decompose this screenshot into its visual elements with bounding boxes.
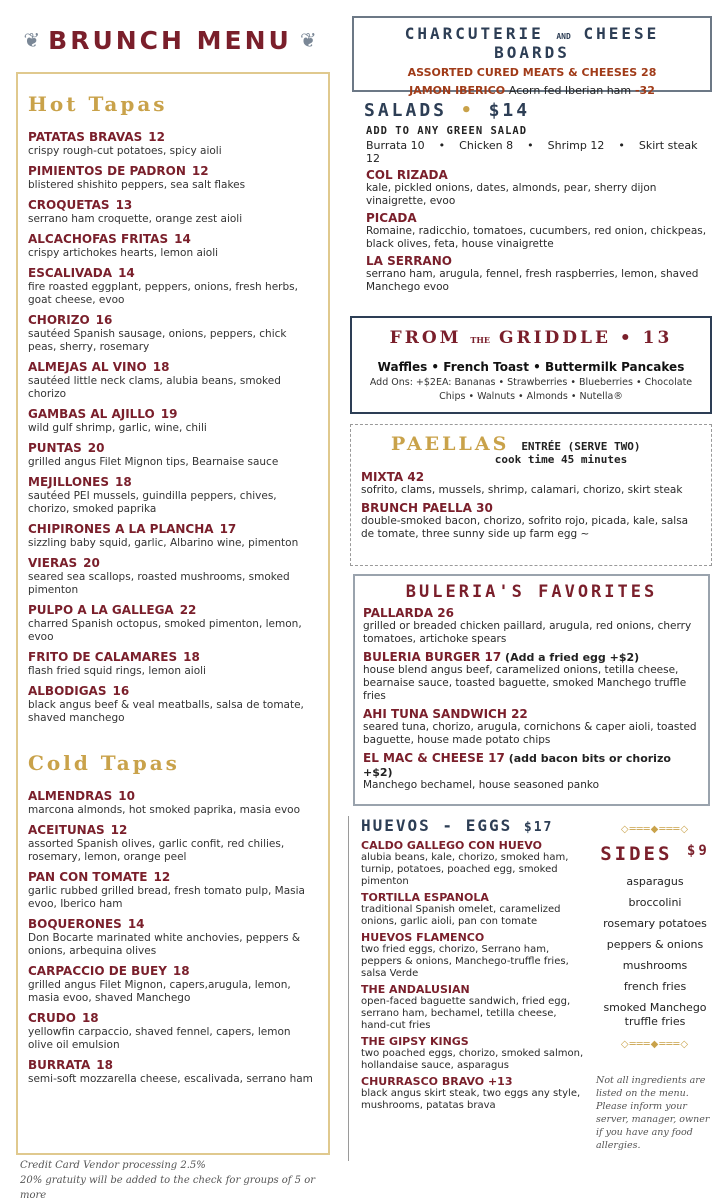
item-price: 20 xyxy=(87,441,105,455)
item-price: 18 xyxy=(115,475,132,489)
flourish-left-icon: ❦ xyxy=(23,28,41,52)
item-title: PAN CON TOMATE xyxy=(28,870,148,884)
salad-addon: Burrata 10 xyxy=(366,139,425,152)
item-price: 10 xyxy=(118,789,135,803)
ornament-rule-icon: ◇═══◆═══◇ xyxy=(620,824,690,835)
favorites-panel xyxy=(353,574,710,806)
item-name xyxy=(28,823,318,838)
item-desc: grilled angus Filet Mignon tips, Bearnaise sauce xyxy=(28,456,279,468)
salads-addons xyxy=(352,139,712,165)
item-name xyxy=(28,313,318,328)
huevos-item xyxy=(361,1035,584,1072)
cold-tapas-list xyxy=(28,789,318,1086)
menu-item xyxy=(28,1011,318,1052)
item-title: ESCALIVADA xyxy=(28,266,113,280)
item-name xyxy=(28,650,318,665)
item-price: 12 xyxy=(153,870,171,884)
item-title: GAMBAS AL AJILLO xyxy=(28,407,155,421)
salad-addon: Shrimp 12 xyxy=(547,139,605,152)
item-price: 18 xyxy=(172,964,190,978)
huevos-item xyxy=(361,983,584,1032)
favorites-list xyxy=(363,606,700,792)
salads-list xyxy=(352,168,712,294)
item-desc: grilled angus Filet Mignon, capers,arugula, lemon, masia evoo, shaved Manchego xyxy=(28,979,291,1004)
menu-item xyxy=(28,313,318,354)
charcuterie-title xyxy=(362,24,702,62)
menu-item xyxy=(28,917,318,958)
charcuterie-assorted: ASSORTED CURED MEATS & CHEESES 28 xyxy=(407,66,657,79)
menu-item xyxy=(28,823,318,864)
griddle-panel xyxy=(350,316,712,414)
huevos-title xyxy=(361,816,584,835)
item-name xyxy=(28,556,318,571)
item-title: CHORIZO xyxy=(28,313,90,327)
item-name xyxy=(28,198,318,213)
item-title: CROQUETAS xyxy=(28,198,110,212)
item-name xyxy=(28,232,318,247)
salads-addon-title: ADD TO ANY GREEN SALAD xyxy=(366,125,528,137)
menu-item xyxy=(28,556,318,597)
paellas-header xyxy=(361,433,701,455)
huevos-name xyxy=(361,891,584,904)
huevos-name xyxy=(361,1035,584,1048)
sides-price: $9 xyxy=(686,843,710,859)
paellas-list xyxy=(361,470,701,541)
paella-item xyxy=(361,470,701,497)
item-desc: semi-soft mozzarella cheese, escalivada, serrano ham xyxy=(28,1073,313,1085)
item-price: 14 xyxy=(127,917,145,931)
griddle-title-from: FROM xyxy=(389,328,462,348)
item-desc: marcona almonds, hot smoked paprika, masia evoo xyxy=(28,804,301,816)
item-desc: black angus beef & veal meatballs, salsa de tomate, shaved manchego xyxy=(28,699,304,724)
footnote-card-fee: Credit Card Vendor processing 2.5% xyxy=(20,1160,206,1171)
item-desc: sautéed Spanish sausage, onions, peppers, chick peas, sherry, rosemary xyxy=(28,328,287,353)
item-title: CHIPIRONES A LA PLANCHA xyxy=(28,522,214,536)
hot-tapas-title: Hot Tapas xyxy=(28,92,168,116)
item-price: 22 xyxy=(179,603,197,617)
item-desc: wild gulf shrimp, garlic, wine, chili xyxy=(28,422,207,434)
huevos-desc: black angus skirt steak, two eggs any style, mushrooms, patatas brava xyxy=(361,1088,581,1111)
huevos-name xyxy=(361,931,584,944)
favorite-note: (Add a fried egg +$2) xyxy=(501,651,640,664)
salads-title-text: SALADS xyxy=(364,100,448,121)
menu-item xyxy=(28,164,318,192)
huevos-desc: open-faced baguette sandwich, fried egg, serrano ham, bechamel, tetilla cheese, hand-cut fries xyxy=(361,996,571,1031)
salads-title xyxy=(352,100,712,121)
huevos-item xyxy=(361,891,584,928)
salad-name: PICADA xyxy=(366,211,417,225)
favorite-price: 26 xyxy=(433,606,454,620)
item-name xyxy=(28,360,318,375)
item-name xyxy=(28,130,318,145)
item-price: 14 xyxy=(118,266,135,280)
salad-name: COL RIZADA xyxy=(366,168,448,182)
huevos-item-title: TORTILLA ESPANOLA xyxy=(361,891,489,904)
favorite-title: AHI TUNA SANDWICH xyxy=(363,707,507,721)
huevos-item-title: THE ANDALUSIAN xyxy=(361,983,470,996)
charcuterie-jamon xyxy=(362,84,702,98)
favorite-name xyxy=(363,650,700,664)
salad-desc: Romaine, radicchio, tomatoes, cucumbers, red onion, chickpeas, black olives, feta, house vinaigrette xyxy=(366,225,707,250)
item-desc: serrano ham croquette, orange zest aioli xyxy=(28,213,243,225)
item-price: 18 xyxy=(81,1011,99,1025)
tapas-panel xyxy=(16,72,330,1155)
item-name xyxy=(28,1011,318,1026)
item-price: 12 xyxy=(191,164,209,178)
salad-addon: Chicken 8 xyxy=(459,139,514,152)
menu-item xyxy=(28,522,318,550)
favorite-title: EL MAC & CHEESE xyxy=(363,751,484,765)
favorite-price: 17 xyxy=(480,650,502,664)
side-item: rosemary potatoes xyxy=(603,917,707,930)
dot-separator-icon: • xyxy=(460,100,475,121)
salad-desc: kale, pickled onions, dates, almonds, pear, sherry dijon vinaigrette, evoo xyxy=(366,182,657,207)
item-price: 13 xyxy=(115,198,133,212)
salad-addon: Skirt steak 12 xyxy=(366,139,698,165)
item-price: 18 xyxy=(152,360,170,374)
item-desc: crispy artichokes hearts, lemon aioli xyxy=(28,247,219,259)
item-desc: garlic rubbed grilled bread, fresh tomato pulp, Masia evoo, Iberico ham xyxy=(28,885,305,910)
menu-item xyxy=(28,232,318,260)
item-title: PULPO A LA GALLEGA xyxy=(28,603,174,617)
item-title: ALCACHOFAS FRITAS xyxy=(28,232,169,246)
item-name xyxy=(28,522,318,537)
griddle-title-the: THE xyxy=(470,335,491,345)
menu-item xyxy=(28,266,318,307)
griddle-addons: Add Ons: +$2EA: Bananas • Strawberries • Blueberries • Chocolate Chips • Walnuts • Almonds • Nutella® xyxy=(369,377,693,402)
huevos-section xyxy=(348,816,584,1161)
item-price: 16 xyxy=(112,684,130,698)
sides-title xyxy=(598,843,712,865)
item-name xyxy=(28,684,318,699)
paellas-title: PAELLAS xyxy=(391,433,510,455)
menu-item xyxy=(28,1058,318,1086)
menu-item xyxy=(28,964,318,1005)
item-desc: fire roasted eggplant, peppers, onions, fresh herbs, goat cheese, evoo xyxy=(28,281,298,306)
item-desc: crispy rough-cut potatoes, spicy aioli xyxy=(28,145,222,157)
bullet-icon: • xyxy=(618,139,625,152)
side-item: smoked Manchego truffle fries xyxy=(603,1001,707,1028)
salads-section xyxy=(352,100,712,294)
menu-item xyxy=(28,603,318,644)
item-name xyxy=(28,964,318,979)
favorite-price: 17 xyxy=(483,751,505,765)
item-price: 19 xyxy=(160,407,178,421)
allergy-notice: Not all ingredients are listed on the menu. Please inform your server, manager, owner if you have any food allergies. xyxy=(596,1075,710,1151)
huevos-item-price: +13 xyxy=(484,1075,513,1088)
favorite-item xyxy=(363,751,700,792)
salad-item xyxy=(352,211,712,251)
item-desc: blistered shishito peppers, sea salt flakes xyxy=(28,179,246,191)
huevos-item xyxy=(361,1075,584,1112)
charcuterie-title-part2: CHEESE BOARDS xyxy=(494,24,660,62)
jamon-name: JAMON IBERICO xyxy=(409,84,506,97)
item-title: ALBODIGAS xyxy=(28,684,107,698)
paella-price: 30 xyxy=(471,501,493,515)
item-title: CRUDO xyxy=(28,1011,76,1025)
item-price: 16 xyxy=(95,313,113,327)
item-title: ALMENDRAS xyxy=(28,789,113,803)
favorite-item xyxy=(363,707,700,747)
griddle-title xyxy=(352,328,710,348)
item-price: 20 xyxy=(83,556,100,570)
side-item: mushrooms xyxy=(622,959,688,972)
huevos-name xyxy=(361,983,584,996)
paella-name xyxy=(361,470,701,484)
salads-price: $14 xyxy=(488,100,531,121)
favorite-note: (add bacon bits or chorizo +$2) xyxy=(363,752,671,779)
griddle-items: Waffles • French Toast • Buttermilk Pancakes xyxy=(377,360,685,374)
menu-item xyxy=(28,475,318,516)
favorite-title: BULERIA BURGER xyxy=(363,650,481,664)
favorite-desc: seared tuna, chorizo, arugula, cornichons & caper aioli, toasted baguette, house made potato chips xyxy=(363,721,697,746)
charcuterie-title-and: AND xyxy=(556,32,571,41)
flourish-right-icon: ❦ xyxy=(299,28,317,52)
menu-item xyxy=(28,130,318,158)
item-desc: assorted Spanish olives, garlic confit, red chilies, rosemary, lemon, orange peel xyxy=(28,838,285,863)
huevos-desc: alubia beans, kale, chorizo, smoked ham, turnip, potatoes, poached egg, smoked pimenton xyxy=(361,852,569,887)
favorite-name xyxy=(363,751,700,779)
paella-title: MIXTA xyxy=(361,470,404,484)
favorite-desc: Manchego bechamel, house seasoned panko xyxy=(363,779,599,791)
huevos-item xyxy=(361,931,584,980)
charcuterie-panel xyxy=(352,16,712,97)
favorite-item xyxy=(363,606,700,646)
item-name xyxy=(28,603,318,618)
side-item: broccolini xyxy=(628,896,682,909)
side-item: asparagus xyxy=(626,875,684,888)
item-name xyxy=(28,164,318,179)
menu-item xyxy=(28,870,318,911)
item-name xyxy=(28,917,318,932)
huevos-item-title: THE GIPSY KINGS xyxy=(361,1035,469,1048)
paella-title: BRUNCH PAELLA xyxy=(361,501,472,515)
favorite-price: 22 xyxy=(506,707,528,721)
favorites-title: BULERIA'S FAVORITES xyxy=(405,582,658,602)
salad-desc: serrano ham, arugula, fennel, fresh raspberries, lemon, shaved Manchego evoo xyxy=(366,268,699,293)
paella-name xyxy=(361,501,701,515)
menu-item xyxy=(28,684,318,725)
item-title: CARPACCIO DE BUEY xyxy=(28,964,167,978)
favorite-desc: house blend angus beef, caramelized onions, tetilla cheese, bearnaise sauce, toasted baguette, smoked Manchego truffle fries xyxy=(363,664,687,702)
huevos-desc: two poached eggs, chorizo, smoked salmon, hollandaise sauce, asparagus xyxy=(361,1048,584,1071)
paella-price: 42 xyxy=(403,470,425,484)
paella-desc: double-smoked bacon, chorizo, sofrito rojo, picada, kale, salsa de tomate, three sunny side up farm egg ~ xyxy=(361,515,689,540)
item-price: 12 xyxy=(110,823,128,837)
item-name xyxy=(28,441,318,456)
huevos-name xyxy=(361,1075,584,1088)
huevos-item-title: HUEVOS FLAMENCO xyxy=(361,931,485,944)
side-item: peppers & onions xyxy=(606,938,704,951)
item-name xyxy=(28,266,318,281)
huevos-desc: two fried eggs, chorizo, Serrano ham, peppers & onions, Manchego-truffle fries, salsa Verde xyxy=(361,944,569,979)
item-title: BURRATA xyxy=(28,1058,91,1072)
favorite-item xyxy=(363,650,700,703)
favorite-name xyxy=(363,707,700,721)
huevos-title-text: HUEVOS - EGGS xyxy=(361,816,513,835)
item-desc: sautéed little neck clams, alubia beans, smoked chorizo xyxy=(28,375,281,400)
huevos-name xyxy=(361,839,584,852)
menu-item xyxy=(28,789,318,817)
item-name xyxy=(28,870,318,885)
item-name xyxy=(28,407,318,422)
footnotes xyxy=(20,1158,340,1200)
sides-title-text: SIDES xyxy=(600,843,673,865)
item-desc: Don Bocarte marinated white anchovies, peppers & onions, arbequina olives xyxy=(28,932,301,957)
paella-item xyxy=(361,501,701,541)
favorite-desc: grilled or breaded chicken paillard, arugula, red onions, cherry tomatoes, artichoke spears xyxy=(363,620,692,645)
huevos-item xyxy=(361,839,584,888)
footnote-gratuity: 20% gratuity will be added to the check for groups of 5 or more xyxy=(20,1175,315,1200)
hot-tapas-list xyxy=(28,130,318,725)
item-desc: charred Spanish octopus, smoked pimenton, lemon, evoo xyxy=(28,618,302,643)
item-title: ACEITUNAS xyxy=(28,823,105,837)
item-name xyxy=(28,475,318,490)
huevos-desc: traditional Spanish omelet, caramelized onions, garlic aioli, pan con tomate xyxy=(361,904,561,927)
favorite-name xyxy=(363,606,700,620)
paellas-entree-note: ENTRÉE (SERVE TWO) xyxy=(521,440,641,453)
item-title: ALMEJAS AL VINO xyxy=(28,360,147,374)
ornament-rule-icon: ◇═══◆═══◇ xyxy=(620,1039,690,1050)
item-price: 17 xyxy=(219,522,237,536)
page-title: BRUNCH MENU xyxy=(48,25,292,55)
paella-desc: sofrito, clams, mussels, shrimp, calamari, chorizo, skirt steak xyxy=(361,484,683,496)
jamon-desc: Acorn fed Iberian ham xyxy=(508,84,632,97)
item-name xyxy=(28,1058,318,1073)
jamon-price: -32 xyxy=(634,84,655,97)
sides-section xyxy=(598,824,712,1050)
item-desc: yellowfin carpaccio, shaved fennel, capers, lemon olive oil emulsion xyxy=(28,1026,291,1051)
side-item: french fries xyxy=(623,980,687,993)
item-title: PATATAS BRAVAS xyxy=(28,130,143,144)
item-title: BOQUERONES xyxy=(28,917,122,931)
salad-name: LA SERRANO xyxy=(366,254,452,268)
menu-item xyxy=(28,441,318,469)
huevos-item-title: CHURRASCO BRAVO xyxy=(361,1075,485,1088)
item-title: FRITO DE CALAMARES xyxy=(28,650,178,664)
item-desc: sautéed PEI mussels, guindilla peppers, chives, chorizo, smoked paprika xyxy=(28,490,277,515)
menu-item xyxy=(28,407,318,435)
item-price: 18 xyxy=(96,1058,113,1072)
menu-item xyxy=(28,360,318,401)
favorite-title: PALLARDA xyxy=(363,606,434,620)
paellas-cook-time: cook time 45 minutes xyxy=(494,453,628,466)
menu-item xyxy=(28,198,318,226)
item-title: MEJILLONES xyxy=(28,475,110,489)
item-title: PIMIENTOS DE PADRON xyxy=(28,164,186,178)
item-title: VIERAS xyxy=(28,556,78,570)
cold-tapas-title: Cold Tapas xyxy=(28,751,180,775)
item-name xyxy=(28,789,318,804)
menu-header xyxy=(10,20,330,60)
item-desc: flash fried squid rings, lemon aioli xyxy=(28,665,206,677)
menu-item xyxy=(28,650,318,678)
charcuterie-title-part1: CHARCUTERIE xyxy=(404,24,544,43)
salad-item xyxy=(352,254,712,294)
huevos-list xyxy=(361,839,584,1112)
item-title: PUNTAS xyxy=(28,441,82,455)
huevos-price: $17 xyxy=(523,820,554,835)
salad-item xyxy=(352,168,712,208)
item-price: 14 xyxy=(174,232,191,246)
item-price: 12 xyxy=(148,130,165,144)
item-price: 18 xyxy=(183,650,200,664)
huevos-item-title: CALDO GALLEGO CON HUEVO xyxy=(361,839,542,852)
bullet-icon: • xyxy=(527,139,534,152)
item-desc: sizzling baby squid, garlic, Albarino wine, pimenton xyxy=(28,537,299,549)
item-desc: seared sea scallops, roasted mushrooms, smoked pimenton xyxy=(28,571,290,596)
paellas-panel xyxy=(350,424,712,566)
griddle-title-rest: GRIDDLE • 13 xyxy=(498,328,673,348)
bullet-icon: • xyxy=(438,139,446,152)
sides-list xyxy=(598,875,712,1029)
